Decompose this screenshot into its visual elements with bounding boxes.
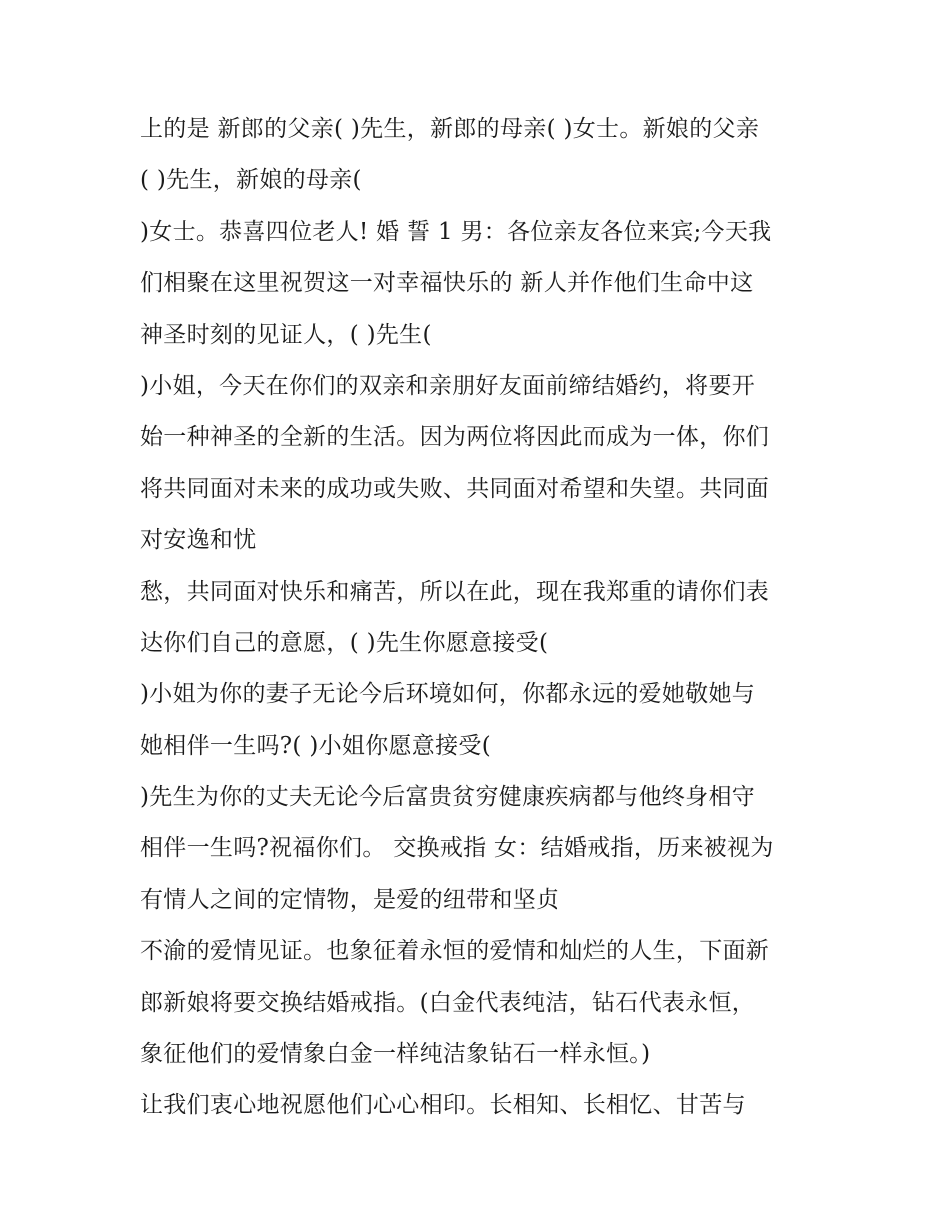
text-line: ( )先生，新娘的母亲(: [140, 167, 362, 194]
body-text: [140, 110, 830, 1138]
text-line: 神圣时刻的见证人，( )先生(: [140, 321, 432, 348]
text-line: )小姐为你的妻子无论今后环境如何，你都永远的爱她敬她与: [140, 681, 756, 708]
text-line: 相伴一生吗?祝福你们。 交换戒指 女：结婚戒指，历来被视为: [140, 835, 774, 862]
text-line: 上的是 新郎的父亲( )先生，新郎的母亲( )女士。新娘的父亲: [140, 116, 760, 142]
text-line: 愁，共同面对快乐和痛苦，所以在此，现在我郑重的请你们表: [140, 578, 770, 605]
text-line: )女士。恭喜四位老人! 婚 誓 1 男：各位亲友各位来宾;今天我: [140, 218, 772, 245]
text-line: 郎新娘将要交换结婚戒指。(白金代表纯洁，钻石代表永恒，: [140, 989, 756, 1016]
text-line: 对安逸和忧: [140, 527, 257, 554]
text-line: 不渝的爱情见证。也象征着永恒的爱情和灿烂的人生，下面新: [140, 938, 770, 965]
text-line: 有情人之间的定情物，是爱的纽带和坚贞: [140, 886, 560, 913]
text-line: )小姐，今天在你们的双亲和亲朋好友面前缔结婚约，将要开: [140, 372, 756, 399]
text-line: 将共同面对未来的成功或失败、共同面对希望和失望。共同面: [140, 475, 770, 502]
text-line: 象征他们的爱情象白金一样纯洁象钻石一样永恒。): [140, 1041, 651, 1068]
text-line: 她相伴一生吗?( )小姐你愿意接受(: [140, 732, 491, 759]
text-line: 们相聚在这里祝贺这一对幸福快乐的 新人并作他们生命中这: [140, 270, 754, 297]
text-line: 始一种神圣的全新的生活。因为两位将因此而成为一体，你们: [140, 424, 770, 451]
text-line: )先生为你的丈夫无论今后富贵贫穷健康疾病都与他终身相守: [140, 784, 756, 811]
text-line: 让我们衷心地祝愿他们心心相印。长相知、长相忆、甘苦与: [140, 1092, 746, 1119]
text-line: 达你们自己的意愿，( )先生你愿意接受(: [140, 629, 549, 656]
